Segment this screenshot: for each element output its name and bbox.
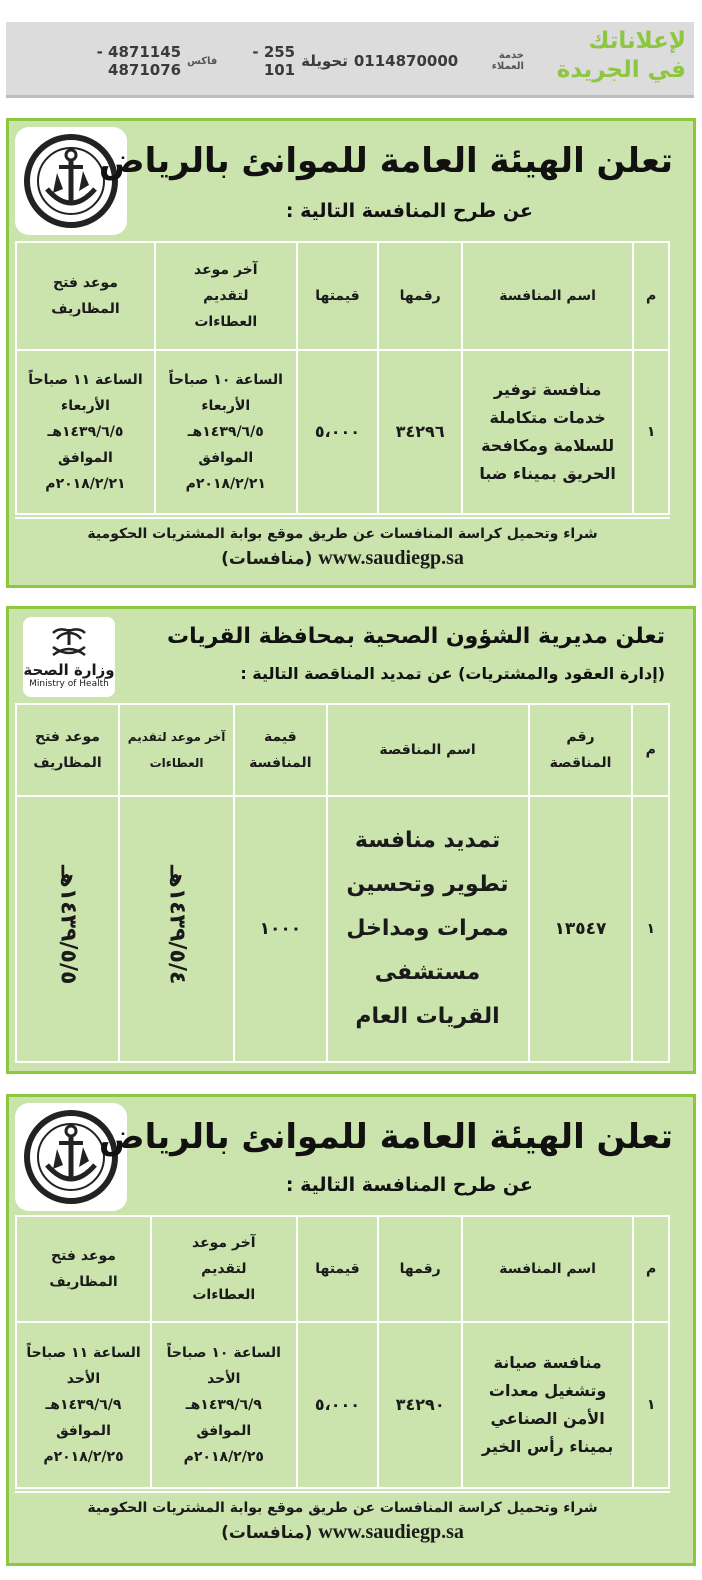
- col-value: قيمتها: [297, 242, 379, 350]
- opening-time: الساعة ١١ صباحاً: [26, 1345, 141, 1361]
- row-value: ٥،٠٠٠: [297, 1322, 379, 1488]
- ext-number: 255 - 101: [252, 43, 296, 79]
- col-tender-name: اسم المنافسة: [462, 1216, 633, 1322]
- ad1-footer-links: [15, 545, 670, 572]
- deadline-greg: ٢٠١٨/٢/٢٥م: [183, 1449, 264, 1465]
- row-index: ١: [633, 1322, 669, 1488]
- fax-group: [20, 43, 217, 79]
- deadline-day: الأحد: [207, 1371, 241, 1387]
- ad-health-affairs: [6, 606, 696, 1074]
- opening-date: ١٤٣٩/٥/٥هـ: [55, 864, 81, 985]
- row-deadline: [119, 796, 234, 1062]
- ad2-subtitle: (إدارة العقود والمشتريات) عن تمديد المناقصة التالية :: [240, 664, 665, 683]
- deadline-greg: ٢٠١٨/٢/٢١م: [185, 476, 266, 492]
- col-tender-name: اسم المناقصة: [327, 704, 529, 796]
- ad1-tender-table: [15, 241, 670, 515]
- col-tender-code: رقمها: [378, 242, 462, 350]
- ad3-footer-links: [15, 1519, 670, 1546]
- col-tender-code: رقم المناقصة: [529, 704, 633, 796]
- deadline-time: الساعة ١٠ صباحاً: [166, 1345, 281, 1361]
- opening-time: الساعة ١١ صباحاً: [28, 372, 143, 388]
- opening-hijri: ١٤٣٩/٦/٩هـ: [45, 1397, 122, 1413]
- row-value: ١٠٠٠: [234, 796, 326, 1062]
- ad3-footer: [15, 1491, 670, 1549]
- deadline-day: الأربعاء: [201, 398, 251, 414]
- ad-ports-authority-1: [6, 118, 696, 588]
- ad1-title: تعلن الهيئة العامة للموانئ بالرياض: [98, 141, 673, 181]
- row-opening: [16, 1322, 151, 1488]
- service-group: [217, 43, 524, 79]
- ad3-title: تعلن الهيئة العامة للموانئ بالرياض: [98, 1117, 673, 1157]
- opening-greg: ٢٠١٨/٢/٢٥م: [43, 1449, 124, 1465]
- ad1-footer: [15, 517, 670, 575]
- opening-day: الأحد: [66, 1371, 101, 1387]
- moh-logo-ar: وزارة الصحة: [23, 660, 115, 679]
- ad1-site-tag: (منافسات): [221, 549, 313, 569]
- brand-line-2: في الجريدة: [556, 57, 686, 83]
- ad1-footer-text: شراء وتحميل كراسة المنافسات عن طريق موقع بوابة المشتريات الحكومية: [87, 526, 598, 542]
- contact-info: [20, 43, 524, 79]
- ad3-subtitle: عن طرح المنافسة التالية :: [285, 1174, 533, 1196]
- opening-greg: ٢٠١٨/٢/٢١م: [45, 476, 126, 492]
- service-number: 0114870000: [353, 52, 459, 70]
- ad-ports-authority-2: [6, 1094, 696, 1566]
- deadline-agree: الموافق: [198, 450, 254, 466]
- ad3-site-link[interactable]: www.saudiegp.sa: [318, 1521, 464, 1543]
- fax-numbers: 4871145 - 4871076: [96, 43, 182, 79]
- table-row: [16, 796, 669, 1062]
- col-opening: موعد فتح المظاريف: [16, 704, 119, 796]
- deadline-date: ١٤٣٩/٥/٤هـ: [164, 864, 190, 985]
- col-index: م: [632, 704, 669, 796]
- col-index: م: [633, 1216, 669, 1322]
- ad2-title: تعلن مديرية الشؤون الصحية بمحافظة القريات: [167, 624, 665, 649]
- ad3-footer-text: شراء وتحميل كراسة المنافسات عن طريق موقع بوابة المشتريات الحكومية: [87, 1500, 598, 1516]
- newspaper-ads-header: [6, 22, 694, 98]
- col-index: م: [633, 242, 669, 350]
- row-deadline: [151, 1322, 297, 1488]
- ad1-site-link[interactable]: www.saudiegp.sa: [318, 547, 464, 569]
- fax-label: فاكس: [187, 55, 218, 67]
- table-row: [16, 350, 669, 514]
- row-tender-name: منافسة صيانة وتشغيل معدات الأمن الصناعي بميناء رأس الخير: [462, 1322, 633, 1488]
- row-tender-code: ٣٤٢٩٠: [378, 1322, 462, 1488]
- table-row: [16, 1322, 669, 1488]
- opening-agree: الموافق: [56, 1423, 111, 1439]
- ads-brand: [536, 26, 686, 84]
- col-deadline: آخر موعد لتقديم العطاءات: [155, 242, 297, 350]
- col-deadline: آخر موعد لتقديم العطاءات: [119, 704, 234, 796]
- palm-swords-icon: [49, 625, 89, 661]
- col-opening: موعد فتح المظاريف: [16, 1216, 151, 1322]
- ad2-tender-table: [15, 703, 670, 1063]
- ad1-subtitle: عن طرح المنافسة التالية :: [285, 200, 533, 222]
- row-index: ١: [632, 796, 669, 1062]
- deadline-agree: الموافق: [196, 1423, 252, 1439]
- col-value: قيمتها: [297, 1216, 379, 1322]
- row-opening: [16, 350, 155, 514]
- col-value: قيمة المنافسة: [234, 704, 326, 796]
- row-opening: [16, 796, 119, 1062]
- ext-label: تحويلة: [301, 52, 348, 70]
- brand-line-1: لإعلاناتك: [588, 28, 686, 54]
- opening-agree: الموافق: [58, 450, 113, 466]
- deadline-hijri: ١٤٣٩/٦/٩هـ: [185, 1397, 262, 1413]
- ad3-site-tag: (منافسات): [221, 1523, 313, 1543]
- row-tender-name: منافسة توفير خدمات متكاملة للسلامة ومكافحة الحريق بميناء ضبا: [462, 350, 633, 514]
- col-deadline: آخر موعد لتقديم العطاءات: [151, 1216, 297, 1322]
- row-tender-code: ١٣٥٤٧: [529, 796, 633, 1062]
- col-tender-code: رقمها: [378, 1216, 462, 1322]
- opening-day: الأربعاء: [61, 398, 110, 414]
- col-opening: موعد فتح المظاريف: [16, 242, 155, 350]
- row-tender-name: تمديد منافسة تطوير وتحسين ممرات ومداخل مستشفى القريات العام: [327, 796, 529, 1062]
- moh-logo-en: Ministry of Health: [29, 678, 109, 689]
- row-tender-code: ٣٤٢٩٦: [378, 350, 462, 514]
- ad3-tender-table: [15, 1215, 670, 1489]
- moh-logo: [23, 617, 115, 697]
- row-value: ٥،٠٠٠: [297, 350, 379, 514]
- col-tender-name: اسم المنافسة: [462, 242, 633, 350]
- deadline-time: الساعة ١٠ صباحاً: [168, 372, 283, 388]
- row-deadline: [155, 350, 297, 514]
- opening-hijri: ١٤٣٩/٦/٥هـ: [47, 424, 124, 440]
- service-label: خدمة العملاء: [491, 50, 524, 72]
- deadline-hijri: ١٤٣٩/٦/٥هـ: [187, 424, 264, 440]
- row-index: ١: [633, 350, 669, 514]
